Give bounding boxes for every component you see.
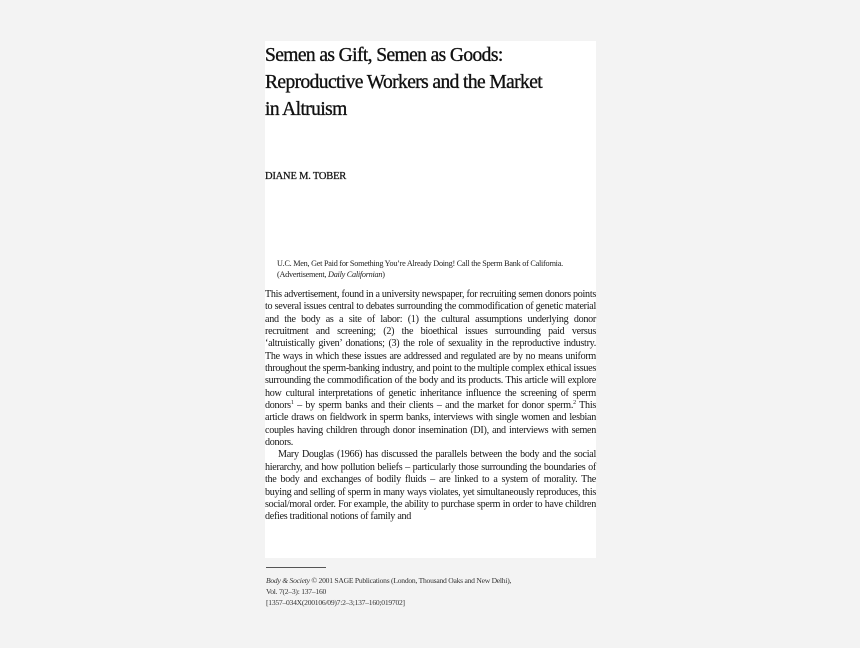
citation-line-3: [1357–034X(200106/09)7:2–3;137–160;019702] (266, 598, 405, 607)
paragraph-2: Mary Douglas (1966) has discussed the parallels between the body and the social hierarchy, and how pollution beliefs – particularly those surrounding the boundaries of the body and exchanges of bodily fluids – are linked to a system of morality. The buying and selling of sperm in many ways violates, yet simultaneously reproduces, this social/moral order. For example, the ability to purchase sperm in order to have children defies traditional notions of family and (265, 449, 596, 523)
epigraph-quote: U.C. Men, Get Paid for Something You’re Already Doing! Call the Sperm Bank of California. (277, 259, 563, 268)
article-body (265, 289, 596, 524)
title-line-2: Reproductive Workers and the Market (265, 72, 543, 93)
article-title (265, 42, 605, 123)
epigraph-source (277, 269, 597, 280)
paragraph-1-text-a: This advertisement, found in a university newspaper, for recruiting semen donors points to several issues central to debates surrounding the commodification of genetic material and the body as a site of labor: (1) the cultural assumptions underlying donor recruitment and screening; (2) the bioethical issues surrounding paid versus ‘altruistically given’ donations; (3) the role of sexuality in the reproductive industry. The ways in which these issues are addressed and regulated are by no means uniform throughout the sperm-banking industry, and point to the multiple complex ethical issues surrounding the commodification of the body and its products. This article will explore how cultural interpretations of genetic inheritance influence the screening of sperm donors (265, 289, 596, 412)
epigraph-source-suffix: ) (382, 270, 385, 279)
author-name: DIANE M. TOBER (265, 171, 347, 182)
epigraph-source-prefix: (Advertisement, (277, 270, 329, 279)
citation-line-1 (266, 575, 596, 586)
epigraph (277, 258, 597, 280)
footnote-ref-1[interactable]: 1 (290, 400, 294, 407)
title-line-1: Semen as Gift, Semen as Goods: (265, 45, 503, 66)
footnote-divider (266, 567, 326, 568)
epigraph-publication: Daily Californian (328, 270, 383, 279)
journal-name: Body & Society (266, 576, 310, 585)
title-line-3: in Altruism (265, 99, 347, 120)
paragraph-1-text-b: – by sperm banks and their clients – and the market for donor sperm. (293, 400, 574, 412)
citation-footer (266, 575, 596, 608)
footnote-ref-2[interactable]: 2 (573, 400, 576, 407)
citation-line-2: Vol. 7(2–3): 137–160 (266, 587, 327, 596)
publisher-info: © 2001 SAGE Publications (London, Thousand Oaks and New Delhi), (309, 576, 512, 585)
paragraph-1 (265, 289, 596, 449)
paragraph-1-text-c: This article draws on fieldwork in sperm banks, interviews with single women and lesbian couples having children through donor insemination (DI), and interviews with semen donors. (265, 400, 596, 449)
